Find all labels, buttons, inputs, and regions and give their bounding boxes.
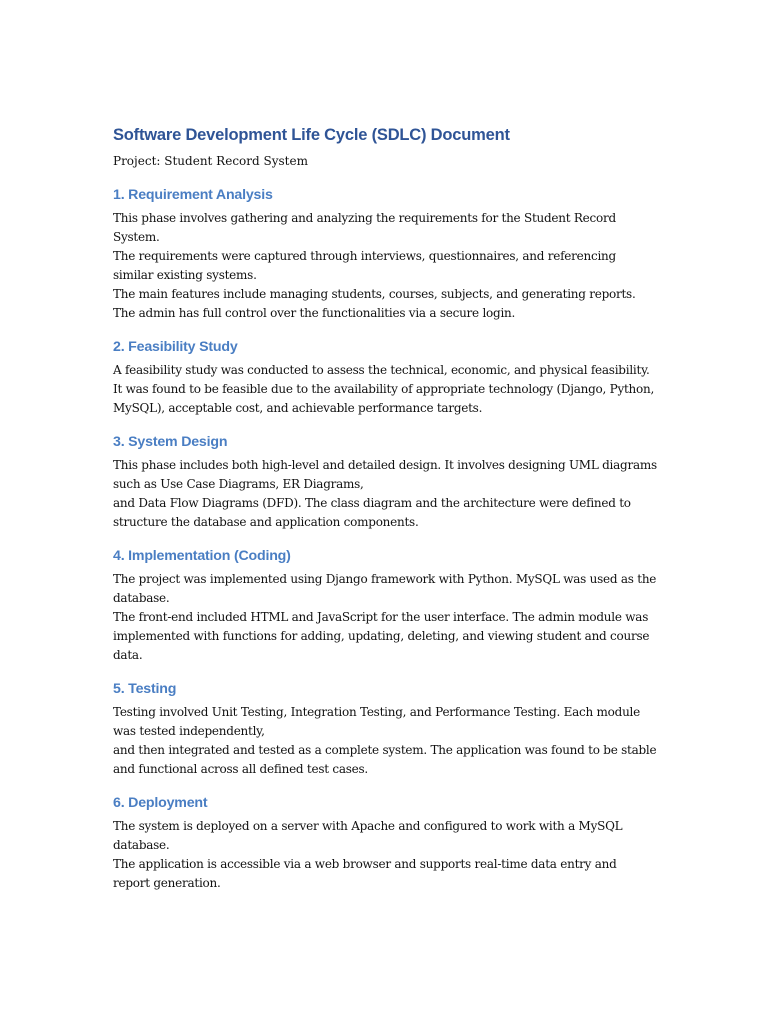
section-line: The front-end included HTML and JavaScript for the user interface. The admin module was (113, 610, 649, 624)
section-line: and then integrated and tested as a complete system. The application was found to be stable (113, 743, 657, 757)
section-line: database. (113, 591, 170, 605)
section-testing (113, 679, 661, 779)
document-page (113, 124, 661, 893)
section-line: and functional across all defined test cases. (113, 762, 368, 776)
section-line: and Data Flow Diagrams (DFD). The class diagram and the architecture were defined to (113, 496, 631, 510)
section-line: MySQL), acceptable cost, and achievable performance targets. (113, 401, 483, 415)
section-deployment (113, 793, 661, 893)
section-line: structure the database and application components. (113, 515, 419, 529)
section-requirement-analysis (113, 185, 661, 323)
section-line: was tested independently, (113, 724, 265, 738)
section-system-design (113, 432, 661, 532)
section-line: The main features include managing students, courses, subjects, and generating reports. (113, 287, 636, 301)
section-feasibility-study (113, 337, 661, 418)
section-line: similar existing systems. (113, 268, 257, 282)
section-heading: 4. Implementation (Coding) (113, 548, 291, 564)
section-heading: 5. Testing (113, 681, 177, 697)
section-line: This phase includes both high-level and detailed design. It involves designing UML diagrams (113, 458, 657, 472)
section-heading: 3. System Design (113, 434, 228, 450)
section-implementation (113, 546, 661, 665)
section-heading: 2. Feasibility Study (113, 339, 238, 355)
section-line: It was found to be feasible due to the availability of appropriate technology (Django, Python, (113, 382, 655, 396)
document-title: Software Development Life Cycle (SDLC) Document (113, 126, 510, 144)
section-line: The admin has full control over the functionalities via a secure login. (113, 306, 516, 320)
section-line: This phase involves gathering and analyzing the requirements for the Student Record (113, 211, 616, 225)
section-heading: 1. Requirement Analysis (113, 187, 273, 203)
section-line: implemented with functions for adding, updating, deleting, and viewing student and course (113, 629, 650, 643)
section-line: The requirements were captured through interviews, questionnaires, and referencing (113, 249, 616, 263)
section-heading: 6. Deployment (113, 795, 208, 811)
section-line: data. (113, 648, 143, 662)
section-line: The system is deployed on a server with Apache and configured to work with a MySQL (113, 819, 623, 833)
section-line: report generation. (113, 876, 221, 890)
section-line: database. (113, 838, 170, 852)
section-line: A feasibility study was conducted to assess the technical, economic, and physical feasibility. (113, 363, 650, 377)
section-line: such as Use Case Diagrams, ER Diagrams, (113, 477, 364, 491)
section-line: Testing involved Unit Testing, Integration Testing, and Performance Testing. Each module (113, 705, 640, 719)
section-line: System. (113, 230, 160, 244)
project-name: Project: Student Record System (113, 154, 308, 168)
section-line: The application is accessible via a web browser and supports real-time data entry and (113, 857, 617, 871)
section-line: The project was implemented using Django framework with Python. MySQL was used as the (113, 572, 657, 586)
